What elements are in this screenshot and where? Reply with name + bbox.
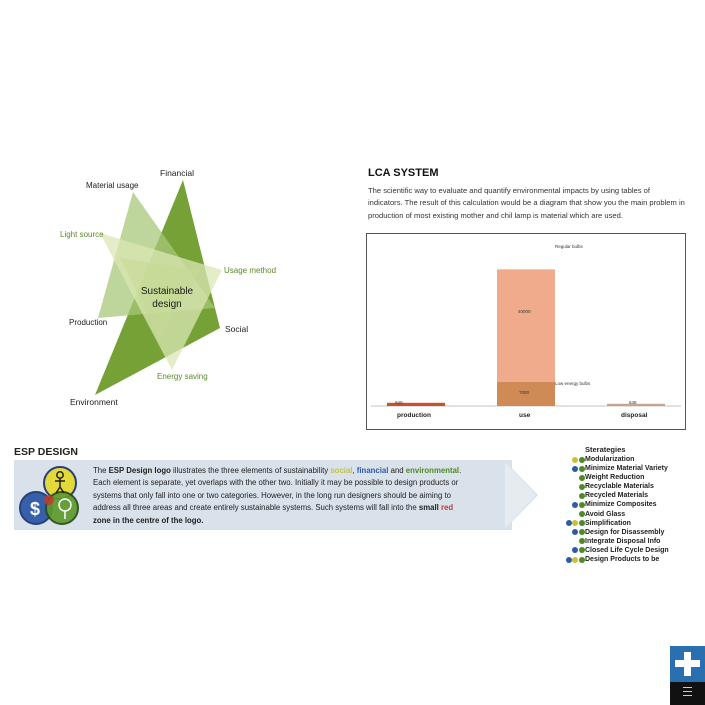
strategy-dot-icon: [566, 520, 572, 526]
corner-logo: [670, 646, 705, 705]
esp-arrow: [504, 460, 540, 532]
strategy-label: Closed Life Cycle Design: [585, 546, 669, 554]
label-energy-saving: Energy saving: [157, 372, 208, 381]
esp-text-social: social: [330, 466, 353, 475]
esp-title: ESP DESIGN: [14, 446, 78, 458]
center-label: [133, 285, 201, 311]
label-usage-method: Usage method: [224, 266, 277, 275]
strategies-title: Sterategies: [585, 445, 626, 454]
strategy-dot-icon: [579, 547, 585, 553]
strategy-item: [565, 546, 669, 555]
esp-text-financial: financial: [356, 466, 389, 475]
strategy-item: [565, 500, 657, 509]
strategy-item: [565, 537, 661, 546]
label-environment: Environment: [70, 397, 118, 407]
esp-text-red: red: [441, 503, 454, 513]
strategy-dots: [565, 546, 585, 555]
strategy-dots: [565, 555, 585, 564]
tick-use: use: [519, 412, 531, 419]
strategy-label: Modularization: [585, 456, 635, 463]
annotation-low-energy-bulbs: Low energy bulbs: [555, 381, 591, 386]
strategy-dot-icon: [579, 484, 585, 490]
strategy-dot-icon: [579, 529, 585, 535]
label-material-usage: Material usage: [86, 181, 139, 190]
strategy-dot-icon: [579, 511, 585, 517]
value-label-disposal: 648: [629, 400, 637, 405]
strategy-dot-icon: [579, 475, 585, 481]
strategy-label: Recyclable Materials: [585, 483, 654, 491]
strategy-item: [565, 482, 657, 491]
esp-text-environmental: environmental: [405, 466, 460, 475]
strategies-list: [565, 455, 669, 564]
strategy-dot-icon: [572, 557, 578, 563]
esp-text-2: illustrates the three elements of sustainability: [170, 466, 331, 475]
label-sustainable: Sustainable: [140, 286, 194, 297]
strategy-dot-icon: [566, 557, 572, 563]
strategy-item: [565, 519, 657, 528]
esp-logo: [15, 465, 81, 529]
strategy-dot-icon: [572, 502, 578, 508]
strategy-dot-icon: [579, 557, 585, 563]
esp-text-3: . Each element is separate, yet overlaps with the other two. Initially it may be possible to design products or systems that only fall into one or two categories. However, in the long run designers should be aiming to address all three areas and create entirely sustainable systems. Such systems will fall into the: [93, 466, 462, 513]
strategy-dots: [565, 491, 585, 500]
strategy-item: [565, 555, 660, 564]
strategy-dots: [565, 510, 585, 519]
strategy-label: Minimize Material Variety: [585, 465, 668, 473]
lca-chart-svg: [367, 234, 685, 429]
annotation-regular-bulbs: Regular bulbs: [555, 244, 583, 249]
strategy-dot-icon: [579, 493, 585, 499]
strategy-dot-icon: [579, 457, 585, 463]
strategy-dots: [565, 519, 585, 528]
esp-text-1: The: [93, 466, 109, 475]
lca-chart: [366, 233, 686, 430]
label-light-source: Light source: [60, 230, 104, 239]
strategy-label: Weight Reduction: [585, 474, 645, 482]
strategy-dot-icon: [572, 520, 578, 526]
strategy-label: Minimize Composites: [585, 501, 657, 509]
strategy-item: [565, 528, 665, 537]
plus-logo-icon: [670, 646, 705, 682]
strategy-dots: [565, 455, 585, 464]
esp-text-comma: ,: [352, 466, 357, 475]
strategy-label: Avoid Glass: [585, 510, 626, 518]
strategy-label: Design for Disassembly: [585, 528, 665, 536]
strategy-dot-icon: [572, 547, 578, 553]
label-production: Production: [69, 318, 108, 327]
esp-text-4: zone in the centre of the logo.: [93, 515, 204, 525]
strategy-dot-icon: [572, 529, 578, 535]
value-label-use-low: 7000: [519, 390, 530, 395]
strategy-label: Simplification: [585, 519, 631, 527]
strategy-item: [565, 464, 668, 473]
value-label-use-regular: 40000: [518, 309, 531, 314]
esp-description: [93, 465, 471, 527]
strategy-dot-icon: [579, 520, 585, 526]
strategy-item: [565, 491, 657, 500]
esp-text-small: small: [418, 503, 439, 513]
esp-text-and: and: [388, 466, 406, 475]
strategy-dots: [565, 464, 585, 473]
strategy-label: Integrate Disposal Info: [585, 537, 661, 545]
strategy-item: [565, 473, 657, 482]
label-design: design: [152, 299, 182, 310]
label-financial: Financial: [160, 168, 195, 178]
strategy-label: Recycled Materials: [585, 492, 649, 500]
strategy-item: [565, 455, 657, 464]
strategy-dot-icon: [579, 466, 585, 472]
strategy-dots: [565, 537, 585, 546]
strategy-dots: [565, 473, 585, 482]
strategy-dots: [565, 500, 585, 509]
lca-title: LCA SYSTEM: [368, 167, 439, 179]
esp-text-logo: ESP Design logo: [108, 466, 171, 475]
tick-production: production: [397, 412, 431, 419]
strategy-dots: [565, 482, 585, 491]
dollar-icon: $: [30, 499, 41, 519]
lca-description: The scientific way to evaluate and quantify environmental impacts by using tables of indicators. The result of this calculation would be a diagram that show you the main problem in production of most existing mother and chil lamp is material which are used.: [368, 186, 685, 220]
tick-disposal: disposal: [621, 412, 648, 419]
strategy-dots: [565, 528, 585, 537]
strategy-label: Design Products to be: [585, 556, 660, 564]
value-label-production: 940: [395, 400, 403, 405]
label-social: Social: [225, 324, 249, 334]
strategy-dot-icon: [572, 457, 578, 463]
corner-logo-mark: ▬▬▬ ▬▬▬ ▬▬▬: [670, 682, 705, 705]
strategy-dot-icon: [579, 502, 585, 508]
strategy-item: [565, 510, 657, 519]
strategy-dot-icon: [579, 538, 585, 544]
strategy-dot-icon: [572, 466, 578, 472]
